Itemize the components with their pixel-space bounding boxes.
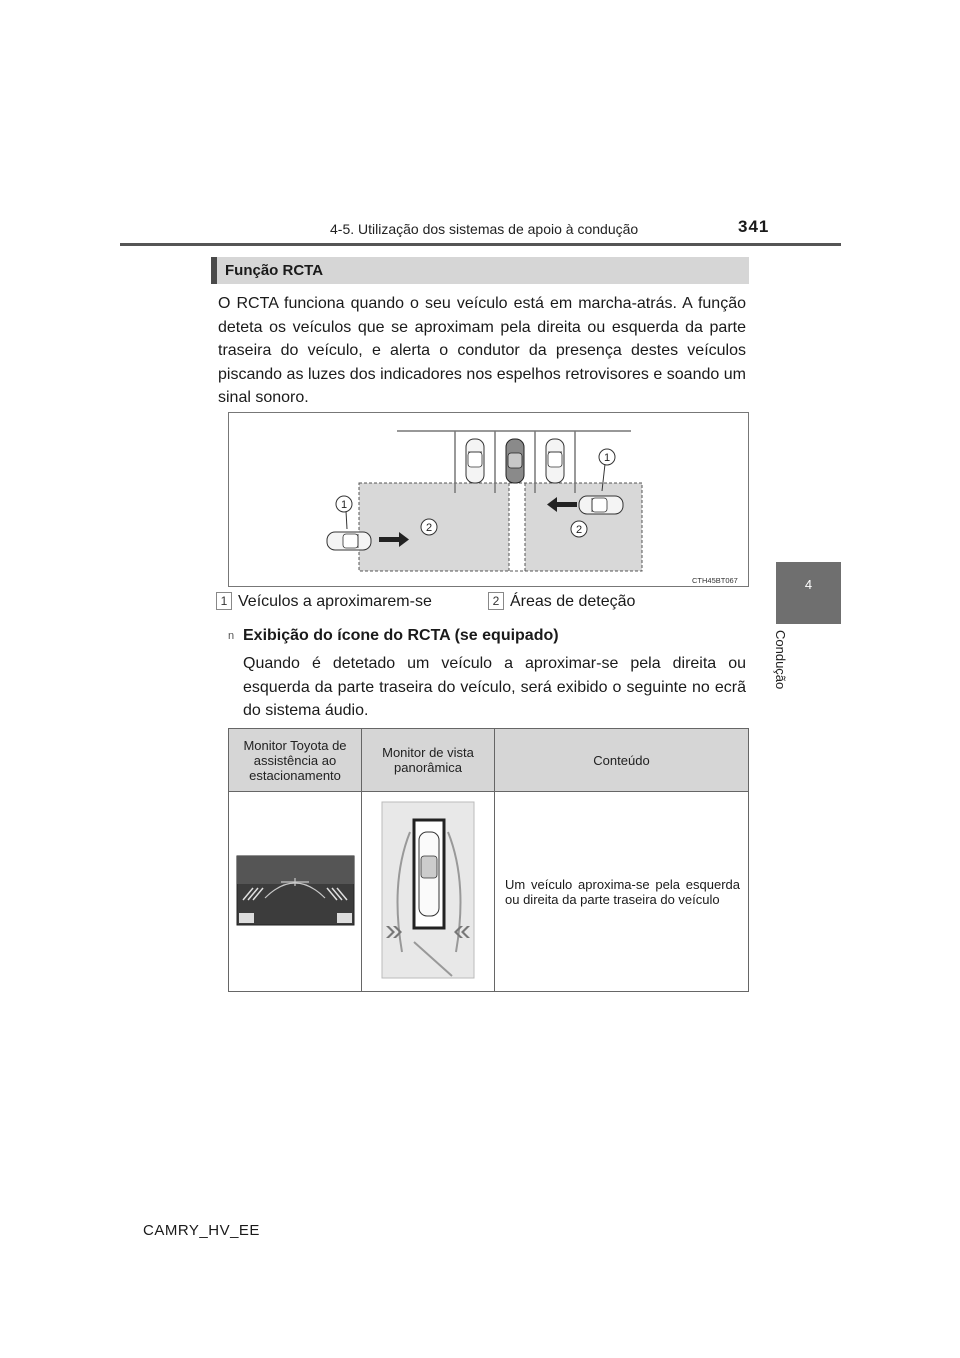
bullet-marker: n (228, 630, 235, 642)
content-description-cell: Um veículo aproxima-se pela esquerda ou direita da parte traseira do veículo (495, 792, 749, 992)
footer-model-code: CAMRY_HV_EE (143, 1222, 260, 1239)
section-heading-accent (211, 257, 217, 284)
table-row (229, 792, 749, 992)
panoramic-screen-cell (362, 792, 495, 992)
callout-2-left: 2 (425, 522, 433, 534)
rcta-diagram (229, 413, 748, 586)
figure-code: CTH45BT067 (692, 576, 738, 585)
parked-car (466, 439, 484, 483)
approaching-car-left (327, 532, 371, 550)
running-header-section: 4-5. Utilização dos sistemas de apoio à condução (330, 221, 639, 237)
header-rule (120, 243, 841, 246)
approaching-car-right (579, 496, 623, 514)
subsection-text: Quando é detetado um veículo a aproximar-se pela direita ou esquerda da parte traseira do veículo, será exibido o seguinte no ecrã do sistema áudio. (243, 655, 746, 719)
table-header-cell: Monitor Toyota de assistência ao estacionamento (229, 729, 362, 792)
panoramic-screen-image (362, 792, 494, 986)
section-body: O RCTA funciona quando o seu veículo está em marcha-atrás. A função deteta os veículos que se aproximam pela direita ou esquerda da parte traseira do veículo, e alerta o condutor da presença destes veículos piscando as luzes dos indicadores nos espelhos retrovisores e soando um sinal sonoro. (218, 295, 746, 406)
rcta-illustration (228, 412, 749, 587)
table-header-cell: Conteúdo (495, 729, 749, 792)
legend-item-1 (216, 592, 432, 611)
parked-car (546, 439, 564, 483)
rcta-display-table (228, 728, 749, 992)
legend-label-1: Veículos a aproximarem-se (238, 593, 432, 610)
legend-item-2 (488, 592, 635, 611)
chapter-label-text: Condução (773, 630, 788, 690)
page-number: 341 (738, 217, 770, 236)
table-header-cell: Monitor de vista panorâmica (362, 729, 495, 792)
callout-1-left: 1 (340, 499, 348, 511)
legend-number-2: 2 (488, 592, 504, 610)
table-header-row (229, 729, 749, 792)
callout-2-right: 2 (575, 524, 583, 536)
parking-assist-screen-cell (229, 792, 362, 992)
chapter-number: 4 (804, 577, 813, 592)
parking-assist-screen-image (229, 792, 361, 986)
chapter-label (773, 630, 810, 710)
chapter-tab (776, 562, 841, 624)
subsection-heading: Exibição do ícone do RCTA (se equipado) (243, 627, 559, 644)
legend-label-2: Áreas de deteção (510, 593, 636, 610)
own-vehicle (506, 439, 524, 483)
callout-1-right: 1 (603, 452, 611, 464)
legend-number-1: 1 (216, 592, 232, 610)
section-title: Função RCTA (225, 262, 324, 279)
